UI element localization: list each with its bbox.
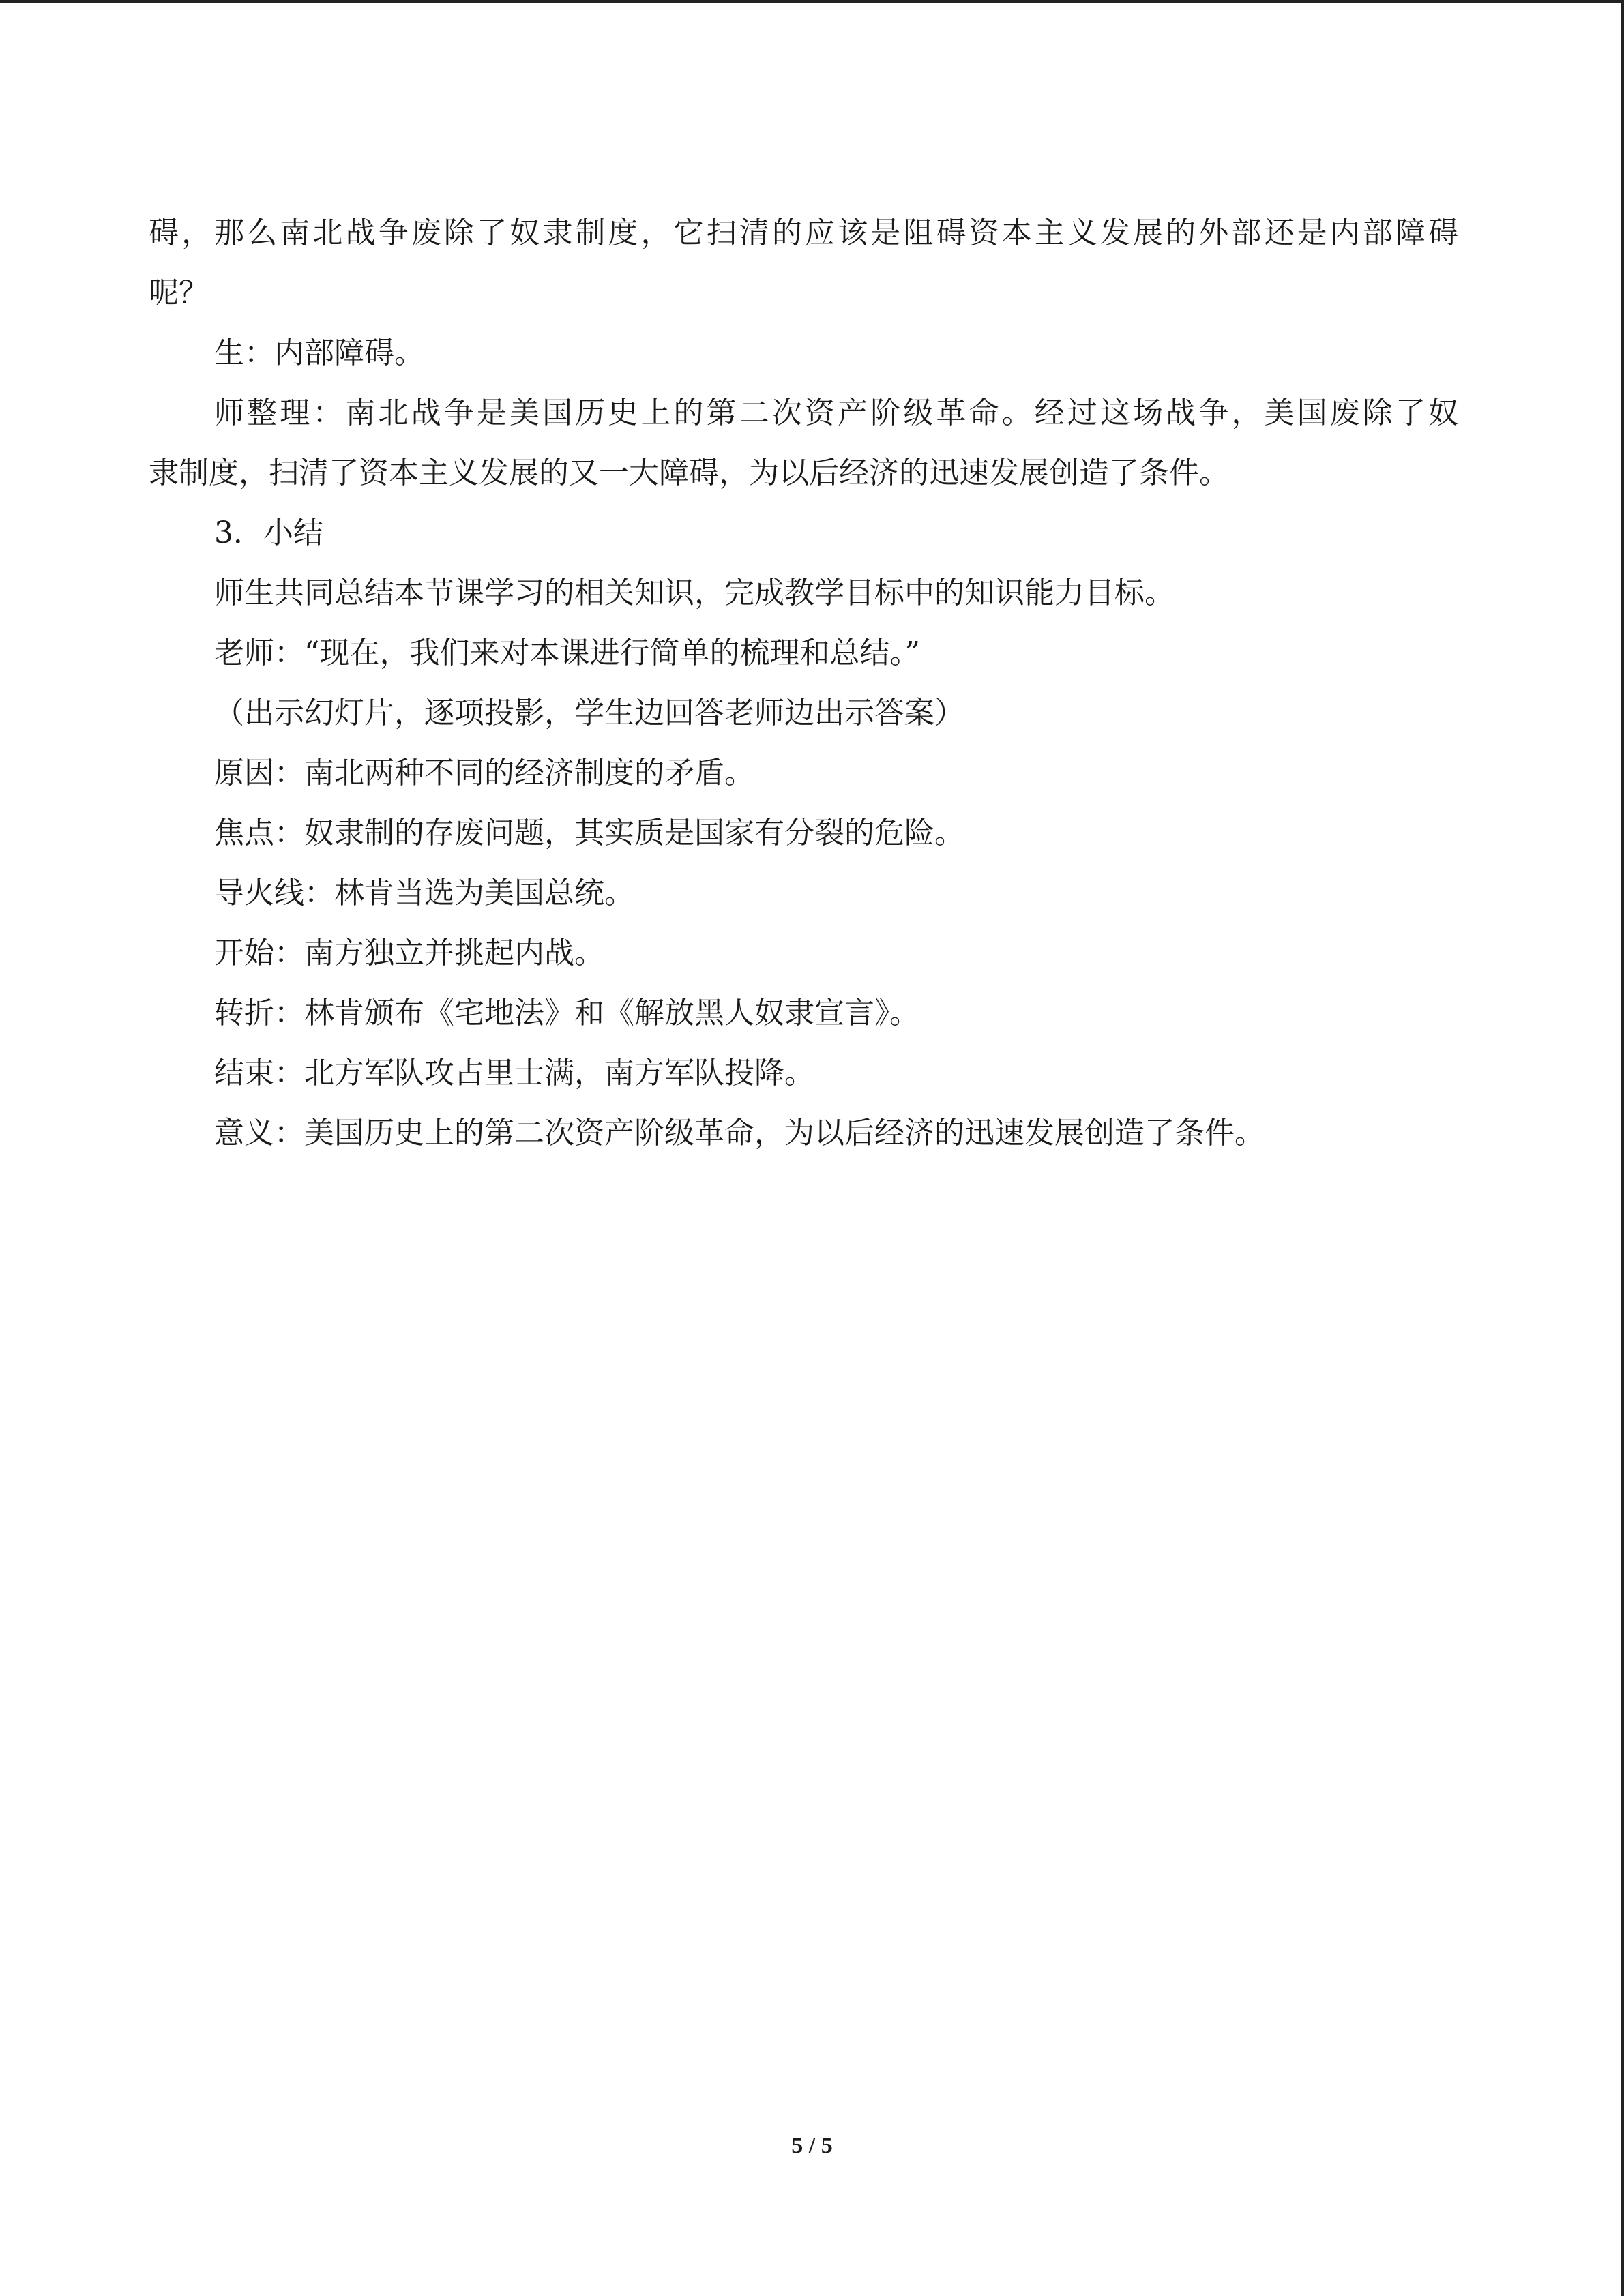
paragraph-continued: 碍，那么南北战争废除了奴隶制度，它扫清的应该是阻碍资本主义发展的外部还是内部障碍 bbox=[149, 215, 1458, 250]
summary-item-start: 开始：南方独立并挑起内战。 bbox=[214, 936, 604, 970]
summary-item-trigger: 导火线：林肯当选为美国总统。 bbox=[214, 876, 634, 910]
document-body bbox=[149, 203, 1458, 1163]
summary-item-turning-point: 转折：林肯颁布《宅地法》和《解放黑人奴隶宣言》。 bbox=[214, 996, 919, 1030]
paragraph-continued-end: 呢？ bbox=[149, 275, 209, 310]
section-heading-summary: 3．小结 bbox=[214, 516, 323, 550]
page-number: 5 / 5 bbox=[791, 2133, 833, 2158]
summary-item-focus: 焦点：奴隶制的存废问题，其实质是国家有分裂的危险。 bbox=[214, 816, 964, 850]
paragraph-teacher-quote: 老师：“现在，我们来对本课进行简单的梳理和总结。” bbox=[214, 636, 920, 670]
teacher-summary-line-2: 隶制度，扫清了资本主义发展的又一大障碍，为以后经济的迅速发展创造了条件。 bbox=[149, 456, 1229, 490]
teacher-summary-line-1: 师整理：南北战争是美国历史上的第二次资产阶级革命。经过这场战争，美国废除了奴 bbox=[214, 396, 1458, 430]
summary-item-end: 结束：北方军队攻占里士满，南方军队投降。 bbox=[214, 1056, 814, 1090]
page-right-border bbox=[1621, 0, 1624, 2296]
student-answer: 生：内部障碍。 bbox=[214, 336, 424, 370]
summary-item-cause: 原因：南北两种不同的经济制度的矛盾。 bbox=[214, 756, 754, 790]
summary-item-significance: 意义：美国历史上的第二次资产阶级革命，为以后经济的迅速发展创造了条件。 bbox=[214, 1116, 1265, 1150]
paragraph-slide-note: （出示幻灯片，逐项投影，学生边回答老师边出示答案） bbox=[214, 696, 964, 730]
page-top-border bbox=[0, 0, 1624, 3]
paragraph-summary-intro: 师生共同总结本节课学习的相关知识，完成教学目标中的知识能力目标。 bbox=[214, 576, 1175, 610]
